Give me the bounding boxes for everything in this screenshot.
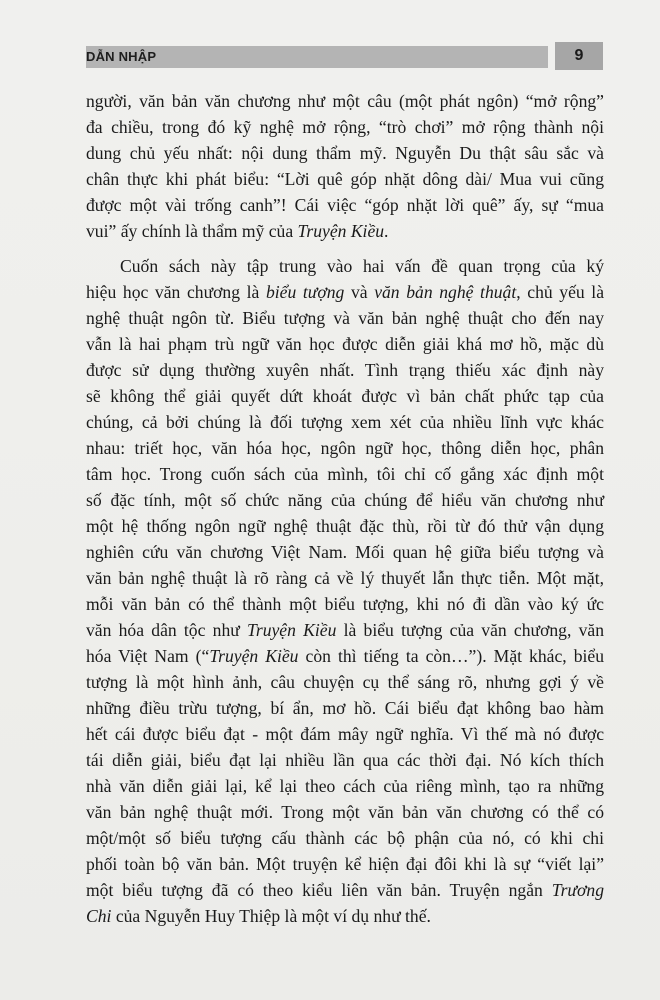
italic-text: biểu tượng — [265, 282, 345, 302]
paragraph — [86, 88, 604, 244]
text-line — [86, 487, 604, 513]
text-line — [86, 643, 604, 669]
text-segment: một hệ thống ngôn ngữ nghệ thuật đặc thù, rồi từ đó thử vận dụng — [86, 516, 604, 536]
text-segment: tái diễn giải, biểu đạt lại nhiều lần qua các thời đại. Nó kích thích — [86, 750, 604, 770]
text-segment: chân thực khi phát biểu: “Lời quê góp nhặt dông dài/ Mua vui cũng — [86, 169, 604, 189]
text-segment: là biểu tượng của văn chương, văn — [336, 620, 605, 640]
page-number: 9 — [555, 42, 603, 70]
text-line — [86, 357, 604, 383]
text-segment: còn thì tiếng ta còn…”). Mặt khác, biểu — [298, 646, 605, 666]
text-segment: mỗi văn bản có thể thành một biểu tượng, khi nó đi dần vào ký ức — [86, 594, 604, 614]
text-line — [86, 903, 604, 929]
text-segment: hiệu học văn chương là — [86, 282, 266, 302]
italic-text: Trương — [551, 880, 604, 900]
text-line — [86, 565, 604, 591]
text-segment: vui” ấy chính là thẩm mỹ của — [86, 221, 298, 241]
paragraph — [86, 253, 604, 929]
text-segment: được sử dụng thường xuyên nhất. Tình trạng thiếu xác định này — [86, 360, 604, 380]
text-segment: nghiên cứu văn chương Việt Nam. Mối quan hệ giữa biểu tượng và — [86, 542, 604, 562]
text-line — [86, 877, 604, 903]
text-line — [86, 409, 604, 435]
text-segment: và — [344, 282, 375, 302]
text-segment: tâm học. Trong cuốn sách của mình, tôi chỉ cố gắng xác định một — [86, 464, 604, 484]
text-line — [86, 513, 604, 539]
text-line — [86, 591, 604, 617]
text-segment: sẽ không thể giải quyết dứt khoát được vì bản chất phức tạp của — [86, 386, 604, 406]
text-segment: đa chiều, trong đó kỹ nghệ mở rộng, “trò chơi” mở rộng thành nội — [86, 117, 604, 137]
text-line — [86, 435, 604, 461]
text-segment: văn bản nghệ thuật mới. Trong một văn bản văn chương có thể có — [86, 802, 604, 822]
text-line — [86, 825, 604, 851]
text-segment: dung chủ yếu nhất: nội dung thẩm mỹ. Nguyễn Du thật sâu sắc và — [86, 143, 604, 163]
text-segment: những điều trừu tượng, bí ẩn, mơ hồ. Cái biểu đạt không bao hàm — [86, 698, 604, 718]
text-segment: số đặc tính, một số chức năng của chúng để hiểu văn chương như — [86, 490, 604, 510]
text-segment: . — [384, 221, 389, 241]
chapter-title: DẪN NHẬP — [86, 49, 157, 64]
text-line — [86, 253, 604, 279]
text-segment: một/một số biểu tượng cấu thành các bộ phận của nó, có khi chi — [86, 828, 604, 848]
text-line — [86, 695, 604, 721]
italic-text: Chi — [86, 906, 112, 926]
italic-text: Truyện Kiều — [209, 646, 299, 666]
text-line — [86, 218, 604, 244]
text-line — [86, 799, 604, 825]
text-segment: Cuốn sách này tập trung vào hai vấn đề quan trọng của ký — [120, 256, 604, 276]
text-line — [86, 305, 604, 331]
text-line — [86, 461, 604, 487]
text-segment: hóa Việt Nam (“ — [86, 646, 210, 666]
italic-text: Truyện Kiều — [297, 221, 385, 241]
italic-text: văn bản nghệ thuật — [374, 282, 517, 302]
text-line — [86, 140, 604, 166]
text-segment: nhà văn diễn giải lại, kể lại theo cách của riêng mình, tạo ra những — [86, 776, 604, 796]
text-line — [86, 88, 604, 114]
text-segment: người, văn bản văn chương như một câu (một phát ngôn) “mở rộng” — [86, 91, 604, 111]
text-line — [86, 669, 604, 695]
text-line — [86, 331, 604, 357]
text-segment: vẫn là hai phạm trù ngữ văn học được diễn giải khá mơ hồ, mặc dù — [86, 334, 604, 354]
body-text — [86, 88, 604, 929]
text-segment: văn hóa dân tộc như — [86, 620, 248, 640]
text-line — [86, 851, 604, 877]
text-line — [86, 539, 604, 565]
text-line — [86, 166, 604, 192]
text-segment: của Nguyễn Huy Thiệp là một ví dụ như thế. — [111, 906, 431, 926]
text-line — [86, 114, 604, 140]
text-line — [86, 721, 604, 747]
text-segment: một biểu tượng đã có theo kiểu liên văn bản. Truyện ngắn — [86, 880, 552, 900]
text-segment: chúng, cả bởi chúng là đối tượng xem xét của nhiều lĩnh vực khác — [86, 412, 604, 432]
text-segment: , chủ yếu là — [516, 282, 605, 302]
text-line — [86, 773, 604, 799]
text-line — [86, 192, 604, 218]
text-line — [86, 617, 604, 643]
text-segment: tượng là một hình ảnh, câu chuyện cụ thể sáng rõ, nhưng gợi ý về — [86, 672, 604, 692]
text-line — [86, 279, 604, 305]
text-segment: nghệ thuật ngôn từ. Biểu tượng và văn bản nghệ thuật cho đến nay — [86, 308, 604, 328]
text-segment: văn bản nghệ thuật là rõ ràng cả về lý thuyết lẫn thực tiễn. Một mặt, — [86, 568, 604, 588]
italic-text: Truyện Kiều — [247, 620, 337, 640]
text-segment: nhau: triết học, văn hóa học, ngôn ngữ học, thông diễn học, phân — [86, 438, 604, 458]
text-segment: hết cái được biểu đạt - một đám mây ngữ nghĩa. Vì thế mà nó được — [86, 724, 604, 744]
text-line — [86, 383, 604, 409]
text-line — [86, 747, 604, 773]
text-segment: phối toàn bộ văn bản. Một truyện kể hiện đại đôi khi là sự “viết lại” — [86, 854, 604, 874]
text-segment: được một vài trống canh”! Cái việc “góp nhặt lời quê” ấy, sự “mua — [86, 195, 604, 215]
